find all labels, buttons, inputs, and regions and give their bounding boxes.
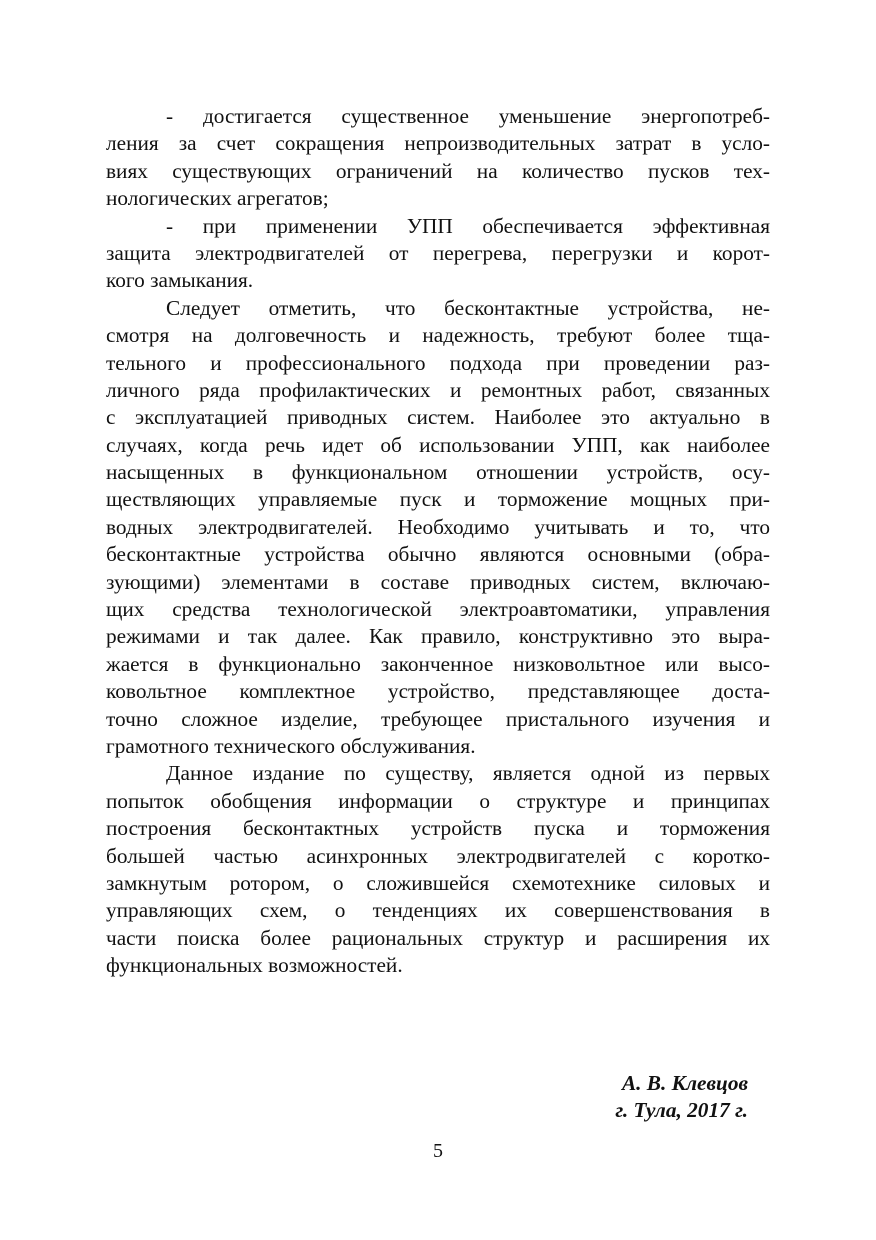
text-line: кого замыкания. xyxy=(106,268,254,293)
text-line: попыток обобщения информации о структуре и принципах xyxy=(106,788,770,813)
text-line: грамотного технического обслуживания. xyxy=(106,733,476,758)
text-line: точно сложное изделие, требующее пристального изучения и xyxy=(106,706,770,731)
text-line: смотря на долговечность и надежность, требуют более тща- xyxy=(106,323,770,348)
text-line: зующими) элементами в составе приводных систем, включаю- xyxy=(106,569,770,594)
text-line: ковольтное комплектное устройство, представляющее доста- xyxy=(106,679,770,704)
body-text xyxy=(106,103,770,980)
text-line: - при применении УПП обеспечивается эффективная xyxy=(166,213,770,238)
text-line: жается в функционально законченное низковольтное или высо- xyxy=(106,651,770,676)
text-line: части поиска более рациональных структур и расширения их xyxy=(106,925,770,950)
text-line: замкнутым ротором, о сложившейся схемотехнике силовых и xyxy=(106,870,770,895)
text-line: - достигается существенное уменьшение энергопотреб- xyxy=(166,104,770,128)
text-line: насыщенных в функциональном отношении устройств, осу- xyxy=(106,460,770,485)
text-line: большей частью асинхронных электродвигателей с коротко- xyxy=(106,843,770,868)
text-line: нологических агрегатов; xyxy=(106,186,329,211)
text-line: защита электродвигателей от перегрева, перегрузки и корот- xyxy=(106,240,770,265)
text-line: управляющих схем, о тенденциях их совершенствования в xyxy=(106,898,770,923)
text-line: случаях, когда речь идет об использовании УПП, как наиболее xyxy=(106,432,770,457)
text-line: щих средства технологической электроавтоматики, управления xyxy=(106,597,770,622)
signature-block xyxy=(615,1070,748,1125)
text-line: Данное издание по существу, является одной из первых xyxy=(166,761,770,786)
text-line: ществляющих управляемые пуск и торможение мощных при- xyxy=(106,487,770,512)
text-line: бесконтактные устройства обычно являются основными (обра- xyxy=(106,542,770,567)
text-line: тельного и профессионального подхода при проведении раз- xyxy=(106,350,770,375)
text-line: личного ряда профилактических и ремонтных работ, связанных xyxy=(106,377,770,402)
text-line: водных электродвигателей. Необходимо учитывать и то, что xyxy=(106,514,770,539)
place-date: г. Тула, 2017 г. xyxy=(615,1098,748,1123)
text-line: с эксплуатацией приводных систем. Наиболее это актуально в xyxy=(106,405,770,430)
page-number: 5 xyxy=(433,1140,443,1162)
text-line: построения бесконтактных устройств пуска и торможения xyxy=(106,816,770,841)
text-line: функциональных возможностей. xyxy=(106,953,403,978)
text-line: Следует отметить, что бесконтактные устройства, не- xyxy=(166,295,770,320)
text-line: виях существующих ограничений на количество пусков тех- xyxy=(106,158,770,183)
author-name: А. В. Клевцов xyxy=(621,1071,748,1095)
text-line: ления за счет сокращения непроизводительных затрат в усло- xyxy=(106,131,770,156)
text-line: режимами и так далее. Как правило, конструктивно это выра- xyxy=(106,624,770,649)
